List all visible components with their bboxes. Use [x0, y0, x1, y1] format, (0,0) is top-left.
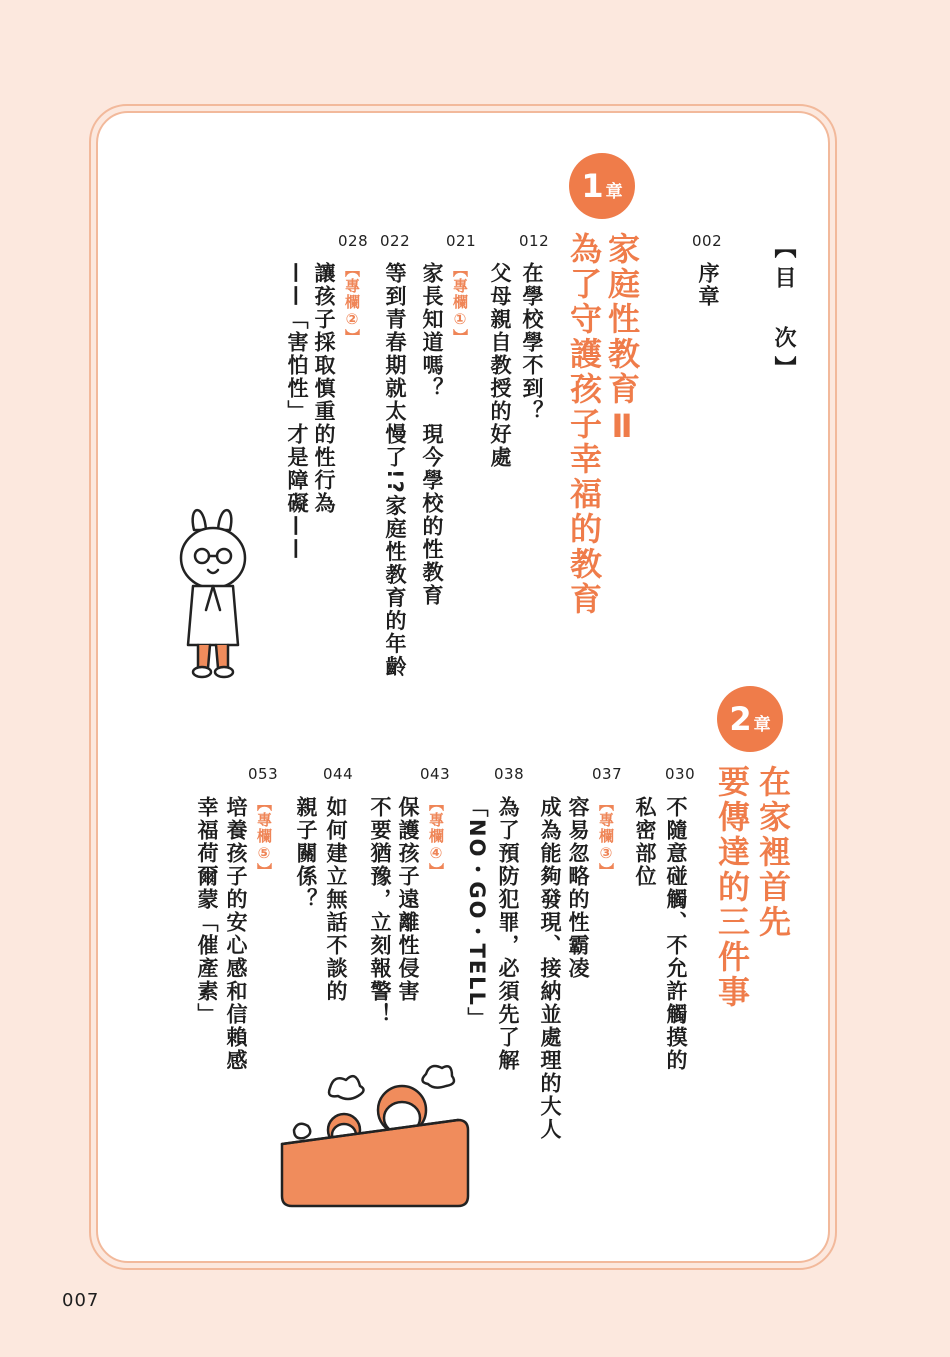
column-tag: 【專欄②】 — [343, 262, 361, 345]
column-tag: 【專欄①】 — [451, 262, 469, 345]
chapter-1-badge-label: 章 — [605, 181, 623, 202]
page-number: 037 — [592, 765, 623, 783]
chapter-1-badge — [569, 153, 635, 219]
page-number: 053 — [248, 765, 279, 783]
page-number: 028 — [338, 232, 369, 250]
page-number: 030 — [665, 765, 696, 783]
toc-entry-line: 容易忽略的性霸凌 — [566, 796, 590, 980]
toc-entry-line: 為了預防犯罪，必須先了解 — [496, 796, 520, 1072]
toc-entry-line: 私密部位 — [633, 796, 657, 888]
bath-illustration — [278, 1060, 478, 1210]
toc-entry-line: 如何建立無話不談的 — [324, 796, 348, 1003]
toc-entry-line: 保護孩子遠離性侵害 — [396, 796, 420, 1003]
page-number: 043 — [420, 765, 451, 783]
column-tag: 【專欄③】 — [597, 796, 615, 879]
toc-entry-prologue: 序章 — [696, 262, 720, 308]
chapter-2-title-line1: 在家裡首先 — [754, 765, 792, 940]
column-tag: 【專欄④】 — [427, 796, 445, 879]
toc-entry-line: 不隨意碰觸、不允許觸摸的 — [664, 796, 688, 1072]
toc-entry-line: 父母親自教授的好處 — [488, 262, 512, 469]
toc-entry-line: 讓孩子採取慎重的性行為 — [312, 262, 336, 515]
toc-entry-line: ——「害怕性」才是障礙—— — [285, 262, 309, 561]
chapter-1-title-line2: 為了守護孩子幸福的教育 — [565, 232, 603, 617]
toc-entry-line: 幸福荷爾蒙「催產素」 — [195, 796, 219, 1026]
page-number: 038 — [494, 765, 525, 783]
page-number: 044 — [323, 765, 354, 783]
toc-entry-line: 成為能夠發現、接納並處理的大人 — [538, 796, 562, 1141]
chapter-1-badge-number: 1 — [581, 167, 604, 205]
chapter-2-title-line2: 要傳達的三件事 — [713, 765, 751, 1010]
toc-entry-line: 等到青春期就太慢了!?家庭性教育的年齡 — [383, 262, 407, 679]
page-number: 021 — [446, 232, 477, 250]
column-tag: 【專欄⑤】 — [255, 796, 273, 879]
page-number-footer: 007 — [62, 1290, 100, 1311]
toc-entry-line: 在學校學不到？ — [520, 262, 544, 423]
toc-entry-line: 「NO・GO・TELL」 — [465, 796, 489, 1030]
chapter-1-title-line1: 家庭性教育Ⅱ — [603, 232, 641, 448]
rabbit-doctor-illustration — [168, 500, 258, 680]
page-number-prologue: 002 — [692, 232, 723, 250]
toc-title: 【目 次】 — [771, 236, 796, 386]
toc-entry-line: 家長知道嗎？ 現今學校的性教育 — [420, 262, 444, 607]
toc-entry-line: 親子關係？ — [294, 796, 318, 911]
chapter-2-badge-number: 2 — [729, 700, 752, 738]
toc-entry-line: 培養孩子的安心感和信賴感 — [224, 796, 248, 1072]
toc-entry-line: 不要猶豫，立刻報警！ — [368, 796, 392, 1026]
chapter-2-badge — [717, 686, 783, 752]
page-number: 012 — [519, 232, 550, 250]
page-number: 022 — [380, 232, 411, 250]
chapter-2-badge-label: 章 — [753, 714, 771, 735]
